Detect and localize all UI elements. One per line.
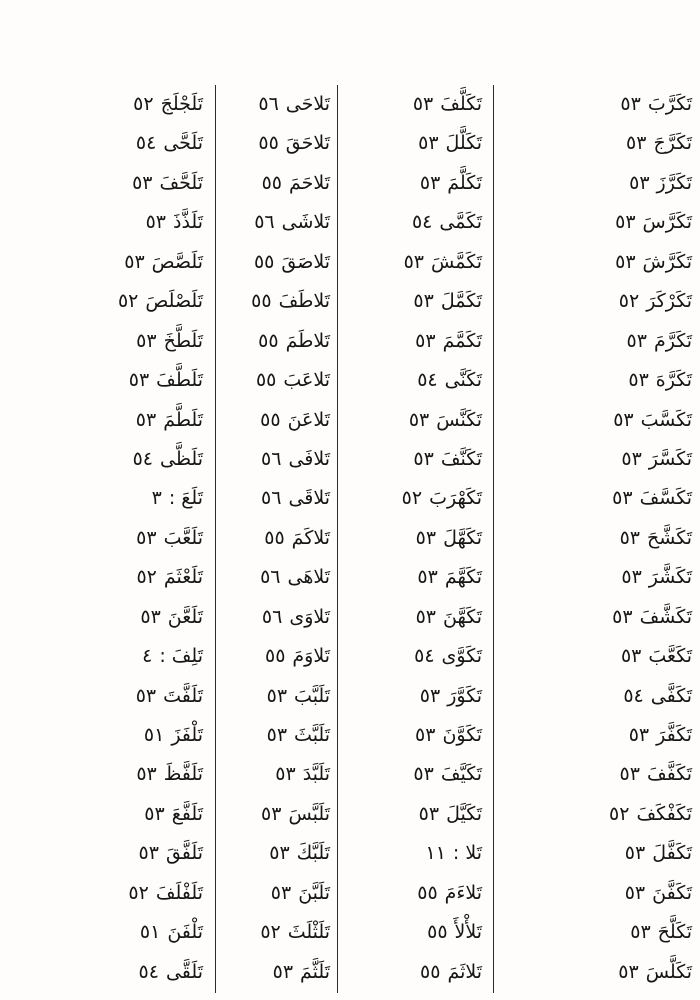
entry-word: تَكَهَّمَ xyxy=(444,566,482,589)
entry-page-number: ٥١ xyxy=(139,921,161,944)
entry-page-number: ٥٣ xyxy=(136,763,157,786)
entry-word: تَكَمَّى xyxy=(439,211,482,234)
entry-page-number: ٥٣ xyxy=(136,329,157,352)
entry-page-number: ٥٥ xyxy=(253,250,275,273)
entry-word: تَلاثَمَ xyxy=(447,960,482,983)
entry-word: تَكَسَّرَ xyxy=(648,447,692,470)
entry-page-number: ٥٤ xyxy=(138,960,159,983)
index-entry xyxy=(216,755,330,794)
entry-page-number: ٥٣ xyxy=(419,684,441,707)
entry-page-number: ٥٣ xyxy=(624,881,646,904)
index-entry xyxy=(216,795,330,834)
entry-page-number: ٥٣ xyxy=(136,526,157,549)
entry-word: تَلَجْلَجَ xyxy=(160,93,203,115)
entry-word: تَلأْلأَ xyxy=(454,921,482,944)
entry-word: تَلَفَّتَ xyxy=(163,684,203,707)
index-entry xyxy=(216,85,330,124)
entry-page-number: ٥٣ xyxy=(412,93,434,115)
entry-word: تَكَفَّنَ xyxy=(652,881,692,904)
index-entry xyxy=(216,637,330,676)
index-entry xyxy=(216,124,330,163)
index-entry xyxy=(0,953,203,992)
index-entry xyxy=(494,322,692,361)
entry-word: تَلَثْلَثَ xyxy=(287,921,330,944)
entry-word: تَكَلَّسَ xyxy=(645,960,692,983)
entry-word: تَكَلَّمَ xyxy=(447,171,482,194)
index-entry xyxy=(0,282,203,321)
index-entry xyxy=(216,953,330,992)
entry-page-number: ٥٢ xyxy=(260,921,281,944)
index-entry xyxy=(494,479,692,518)
entry-word: تَكَرَّجَ xyxy=(653,132,692,155)
entry-page-number: ٥٥ xyxy=(251,290,272,313)
entry-page-number: ٥٣ xyxy=(626,329,647,352)
entry-page-number: ٥٣ xyxy=(403,250,424,273)
index-entry xyxy=(216,479,330,518)
entry-word: تَلَقَّى xyxy=(165,960,203,983)
entry-page-number: ٥٣ xyxy=(621,447,642,470)
entry-word: تَكَيَّفَ xyxy=(440,763,482,786)
index-entry xyxy=(0,913,203,952)
entry-page-number: ٥٣ xyxy=(415,526,437,549)
entry-page-number: ٥٣ xyxy=(628,369,649,392)
entry-page-number: ٤ xyxy=(142,645,153,668)
entry-word: تَكَوَّرَ xyxy=(447,684,482,707)
index-entry xyxy=(216,598,330,637)
entry-page-number: ٥٣ xyxy=(619,526,640,549)
entry-word: تَكَرَّسَ xyxy=(642,211,692,234)
entry-word: تَكَفَّرَ xyxy=(656,724,692,746)
entry-word: تَلاحَى xyxy=(285,93,330,115)
entry-word: تَلاقَى xyxy=(288,487,330,510)
entry-page-number: ٥٤ xyxy=(132,447,153,470)
entry-word: تَلاحَقَ xyxy=(285,132,330,155)
entry-word: تَلَطَّخَ xyxy=(163,329,203,352)
index-entry xyxy=(338,282,482,321)
index-entry xyxy=(494,519,692,558)
entry-word: تَلَعَ : xyxy=(168,487,203,510)
index-entry xyxy=(494,85,692,124)
entry-word: تَكَرَّزَ xyxy=(656,171,692,194)
entry-page-number: ٥٣ xyxy=(272,960,294,983)
entry-page-number: ٥٢ xyxy=(136,566,157,589)
entry-page-number: ٥٥ xyxy=(420,960,441,983)
index-entry xyxy=(0,598,203,637)
entry-page-number: ٥٣ xyxy=(413,447,434,470)
index-entry xyxy=(0,716,203,755)
entry-page-number: ٥٣ xyxy=(261,802,282,825)
entry-word: تَلَبَّسَ xyxy=(288,802,330,825)
entry-page-number: ٥٣ xyxy=(630,921,651,944)
entry-page-number: ٥٣ xyxy=(612,487,633,510)
index-entry xyxy=(338,558,482,597)
entry-word: تَكَفْكَفَ xyxy=(636,802,692,825)
entry-page-number: ٥٣ xyxy=(628,724,650,746)
index-entry xyxy=(216,716,330,755)
entry-page-number: ٥٣ xyxy=(135,408,157,431)
entry-word: تَلاهَى xyxy=(287,566,330,589)
entry-word: تَلاصَقَ xyxy=(281,250,330,273)
index-entry xyxy=(0,322,203,361)
index-entry xyxy=(0,401,203,440)
index-entry xyxy=(0,519,203,558)
index-entry xyxy=(216,874,330,913)
entry-word: تَلَعَّبَ xyxy=(163,526,203,549)
index-entry xyxy=(0,124,203,163)
entry-word: تَلاطَفَ xyxy=(278,290,330,313)
entry-page-number: ٥٥ xyxy=(427,921,448,944)
entry-page-number: ٣ xyxy=(151,487,162,510)
entry-word: تَلَثَّمَ xyxy=(300,960,330,983)
index-entry xyxy=(0,637,203,676)
entry-word: تَلَفَّظَ xyxy=(163,763,203,786)
entry-word: تَلَصْلَصَ xyxy=(145,290,203,313)
index-entry xyxy=(0,85,203,124)
entry-word: تَلَفْلَفَ xyxy=(155,881,203,904)
entry-word: تَكَيَّلَ xyxy=(446,802,482,825)
entry-word: تَلَفَّقَ xyxy=(165,842,203,865)
index-entry xyxy=(338,677,482,716)
entry-word: تَلَعْثَمَ xyxy=(163,566,203,589)
entry-page-number: ٥٣ xyxy=(621,566,642,589)
index-entry xyxy=(338,637,482,676)
entry-page-number: ٥٢ xyxy=(401,487,423,510)
index-entry xyxy=(338,164,482,203)
entry-word: تَلاعَنَ xyxy=(287,408,330,431)
entry-page-number: ٥٣ xyxy=(135,684,157,707)
entry-page-number: ٥٣ xyxy=(413,763,434,786)
entry-page-number: ٥٣ xyxy=(615,211,636,234)
index-entry xyxy=(494,637,692,676)
entry-word: تَكَنَّى xyxy=(444,369,482,392)
entry-page-number: ١١ xyxy=(425,842,446,865)
index-entry xyxy=(216,440,330,479)
index-entry xyxy=(494,874,692,913)
index-entry xyxy=(494,558,692,597)
entry-word: تَلَحَّى xyxy=(163,132,203,155)
entry-word: تَكَعَّبَ xyxy=(648,645,692,668)
index-entry xyxy=(338,440,482,479)
entry-page-number: ٥٤ xyxy=(411,211,433,234)
entry-word: تَلاحَمَ xyxy=(288,171,330,194)
entry-word: تَلافَى xyxy=(288,447,330,470)
index-entry xyxy=(494,953,692,992)
index-column-2 xyxy=(337,85,493,993)
index-column-4-leftmost xyxy=(0,85,215,993)
entry-page-number: ٥٢ xyxy=(609,802,630,825)
entry-page-number: ٥٣ xyxy=(270,881,292,904)
entry-word: تَلِفَ : xyxy=(159,645,203,668)
entry-page-number: ٥٣ xyxy=(266,724,288,746)
entry-page-number: ٥٣ xyxy=(408,408,430,431)
entry-page-number: ٥٥ xyxy=(265,645,286,668)
index-entry xyxy=(0,361,203,400)
entry-word: تَكَمَّلَ xyxy=(440,290,482,313)
index-entry xyxy=(338,913,482,952)
entry-page-number: ٥٥ xyxy=(258,329,279,352)
index-entry xyxy=(338,243,482,282)
index-entry xyxy=(0,479,203,518)
entry-page-number: ٥٦ xyxy=(258,93,279,115)
index-entry xyxy=(494,913,692,952)
index-entry xyxy=(338,479,482,518)
entry-page-number: ٥٥ xyxy=(260,408,281,431)
entry-word: تَكَهَّنَ xyxy=(442,605,482,628)
entry-page-number: ٥٣ xyxy=(275,763,296,786)
index-entry xyxy=(494,282,692,321)
entry-word: تَكَشَّرَ xyxy=(648,566,692,589)
entry-word: تَلاوَمَ xyxy=(292,645,330,668)
entry-page-number: ٥٣ xyxy=(415,724,436,746)
entry-word: تَلَبَّدَ xyxy=(302,763,330,786)
entry-page-number: ٥٣ xyxy=(624,842,646,865)
entry-word: تَكَوَّى xyxy=(441,645,482,668)
index-entry xyxy=(494,361,692,400)
entry-page-number: ٥٣ xyxy=(619,763,640,786)
entry-word: تَلَبَّثَ xyxy=(294,724,330,746)
index-entry xyxy=(494,677,692,716)
entry-word: تَلَذَّذَ xyxy=(172,211,203,234)
index-entry xyxy=(494,834,692,873)
index-entry xyxy=(0,795,203,834)
entry-word: تَكَمَّشَ xyxy=(431,250,482,273)
entry-word: تَكَوَّنَ xyxy=(442,724,482,746)
entry-page-number: ٥٣ xyxy=(417,566,438,589)
entry-word: تَكَشَّفَ xyxy=(639,605,692,628)
index-entry xyxy=(216,401,330,440)
index-entry xyxy=(216,558,330,597)
entry-page-number: ٥٤ xyxy=(135,132,157,155)
entry-page-number: ٥٥ xyxy=(255,369,277,392)
entry-page-number: ٥٣ xyxy=(613,408,634,431)
entry-page-number: ٥٣ xyxy=(145,211,166,234)
entry-word: تَكَمَّمَ xyxy=(442,329,482,352)
entry-page-number: ٥٣ xyxy=(620,645,642,668)
entry-page-number: ٥٥ xyxy=(258,132,279,155)
entry-word: تَلاعَبَ xyxy=(283,369,330,392)
entry-page-number: ٥٤ xyxy=(414,645,435,668)
index-entry xyxy=(338,85,482,124)
entry-word: تَكَرْكَرَ xyxy=(646,290,692,313)
entry-page-number: ٥٢ xyxy=(128,881,149,904)
index-entry xyxy=(338,795,482,834)
index-entry xyxy=(0,203,203,242)
entry-page-number: ٥٣ xyxy=(128,369,150,392)
entry-page-number: ٥٣ xyxy=(266,684,288,707)
index-entry xyxy=(494,598,692,637)
index-entry xyxy=(0,164,203,203)
entry-page-number: ٥٣ xyxy=(615,250,636,273)
index-column-1-rightmost xyxy=(493,85,700,993)
entry-page-number: ٥٥ xyxy=(264,526,285,549)
entry-page-number: ٥٣ xyxy=(418,802,440,825)
index-entry xyxy=(494,401,692,440)
index-entry xyxy=(0,755,203,794)
entry-word: تَكَلَّفَ xyxy=(440,93,482,115)
entry-page-number: ٥٣ xyxy=(413,290,434,313)
entry-word: تَلَظَّى xyxy=(159,447,203,470)
entry-word: تَلاطَمَ xyxy=(285,329,330,352)
entry-page-number: ٥٣ xyxy=(269,842,290,865)
index-entry xyxy=(0,243,203,282)
entry-word: تَكَسَّفَ xyxy=(639,487,692,510)
index-entry xyxy=(338,401,482,440)
entry-word: تَكَهْرَبَ xyxy=(429,487,482,510)
index-entry xyxy=(0,558,203,597)
entry-word: تَكَهَّلَ xyxy=(443,526,482,549)
entry-word: تَلا : xyxy=(452,842,482,865)
index-entry xyxy=(338,874,482,913)
entry-word: تَلَبَّنَ xyxy=(298,881,330,904)
entry-page-number: ٥٣ xyxy=(124,250,145,273)
entry-word: تَلاءَمَ xyxy=(444,881,482,904)
index-entry xyxy=(216,677,330,716)
entry-page-number: ٥٤ xyxy=(417,369,438,392)
index-entry xyxy=(0,677,203,716)
entry-word: تَلَطَّفَ xyxy=(156,369,203,392)
entry-word: تَكَرَّهَ xyxy=(655,369,692,392)
index-entry xyxy=(338,953,482,992)
entry-page-number: ٥٦ xyxy=(254,211,275,234)
entry-page-number: ٥٣ xyxy=(418,132,439,155)
entry-word: تَلَحَّفَ xyxy=(159,171,203,194)
entry-word: تَلَطَّمَ xyxy=(163,408,203,431)
entry-word: تَكَفَّلَ xyxy=(652,842,692,865)
entry-page-number: ٥٦ xyxy=(261,605,283,628)
entry-word: تَلْفَنَ xyxy=(167,921,203,944)
index-entry xyxy=(216,282,330,321)
entry-word: تَكَنَّفَ xyxy=(440,447,482,470)
index-entry xyxy=(338,834,482,873)
entry-word: تَلَصَّصَ xyxy=(151,250,203,273)
entry-word: تَكَلَّلَ xyxy=(445,132,482,155)
index-entry xyxy=(494,440,692,479)
entry-page-number: ٥٣ xyxy=(415,605,436,628)
index-entry xyxy=(494,164,692,203)
index-entry xyxy=(338,322,482,361)
entry-page-number: ٥٢ xyxy=(618,290,640,313)
entry-page-number: ٥٤ xyxy=(623,684,644,707)
index-entry xyxy=(338,361,482,400)
index-entry xyxy=(338,716,482,755)
index-entry xyxy=(0,874,203,913)
entry-page-number: ٥٥ xyxy=(261,171,282,194)
entry-word: تَلَفَّعَ xyxy=(171,802,203,825)
entry-page-number: ٥٣ xyxy=(618,960,639,983)
entry-word: تَلَعَّنَ xyxy=(167,605,203,628)
entry-page-number: ٥٦ xyxy=(260,566,281,589)
index-entry xyxy=(216,361,330,400)
entry-page-number: ٥٣ xyxy=(138,842,159,865)
entry-word: تَلَبَّكَ xyxy=(296,842,330,865)
entry-word: تَلاشَى xyxy=(281,211,330,234)
entry-page-number: ٥٢ xyxy=(117,290,139,313)
index-entry xyxy=(216,164,330,203)
entry-word: تَكَلَّحَ xyxy=(657,921,692,944)
index-entry xyxy=(216,834,330,873)
index-column-3 xyxy=(215,85,337,993)
index-entry xyxy=(494,243,692,282)
entry-word: تَكَرَّبَ xyxy=(647,93,692,115)
entry-word: تَكَسَّبَ xyxy=(640,408,692,431)
index-entry xyxy=(338,598,482,637)
entry-page-number: ٥٣ xyxy=(140,605,161,628)
entry-word: تَكَفَّى xyxy=(650,684,692,707)
entry-page-number: ٥١ xyxy=(143,724,165,746)
index-entry xyxy=(216,243,330,282)
index-entry xyxy=(494,716,692,755)
index-entry xyxy=(216,322,330,361)
index-columns xyxy=(0,85,700,993)
index-entry xyxy=(216,913,330,952)
entry-word: تَلاكَمَ xyxy=(291,526,330,549)
index-entry xyxy=(494,124,692,163)
entry-word: تَكَفَّفَ xyxy=(646,763,692,786)
entry-page-number: ٥٥ xyxy=(417,881,438,904)
entry-word: تَكَشَّحَ xyxy=(647,526,692,549)
entry-word: تَكَرَّشَ xyxy=(642,250,692,273)
index-entry xyxy=(494,795,692,834)
entry-page-number: ٥٦ xyxy=(261,487,282,510)
index-entry xyxy=(338,124,482,163)
entry-page-number: ٥٣ xyxy=(620,93,641,115)
entry-word: تَكَنَّسَ xyxy=(436,408,482,431)
entry-page-number: ٥٣ xyxy=(132,171,153,194)
index-entry xyxy=(494,203,692,242)
entry-page-number: ٥٣ xyxy=(144,802,165,825)
index-entry xyxy=(338,203,482,242)
entry-page-number: ٥٣ xyxy=(629,171,650,194)
entry-page-number: ٥٣ xyxy=(419,171,441,194)
entry-word: تَلَبَّبَ xyxy=(294,684,330,707)
index-entry xyxy=(216,519,330,558)
index-entry xyxy=(338,755,482,794)
entry-page-number: ٥٦ xyxy=(261,447,282,470)
index-entry xyxy=(338,519,482,558)
entry-page-number: ٥٢ xyxy=(133,93,154,115)
entry-word: تَكَرَّمَ xyxy=(653,329,692,352)
entry-word: تَلاوَى xyxy=(289,605,330,628)
entry-page-number: ٥٣ xyxy=(415,329,436,352)
index-entry xyxy=(0,834,203,873)
index-entry xyxy=(0,440,203,479)
entry-page-number: ٥٣ xyxy=(626,132,647,155)
index-entry xyxy=(216,203,330,242)
index-entry xyxy=(494,755,692,794)
entry-word: تَلْفَزَ xyxy=(171,724,203,746)
entry-page-number: ٥٣ xyxy=(612,605,633,628)
